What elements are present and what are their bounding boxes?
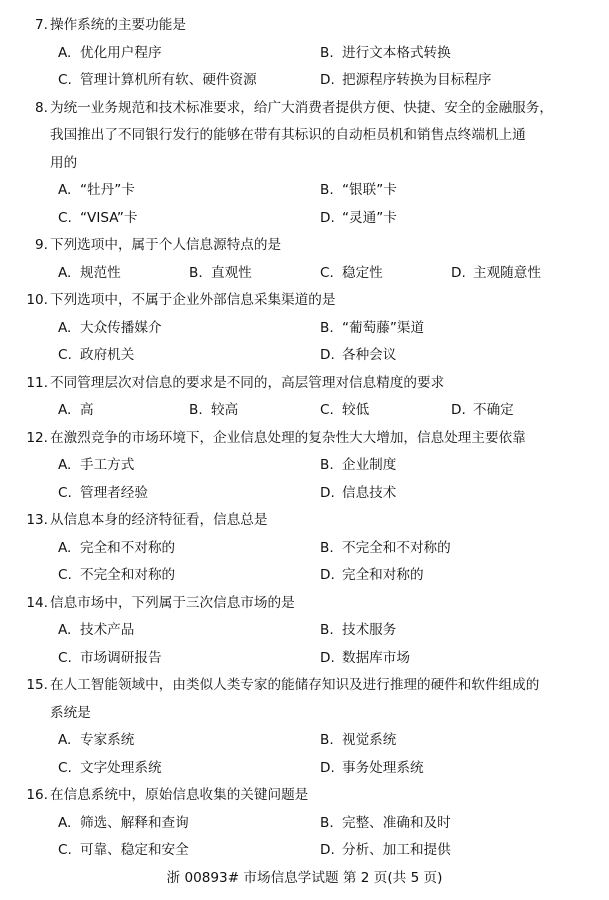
option-text: 直观性	[211, 264, 252, 281]
question-text-line: 在信息系统中，原始信息收集的关键问题是	[50, 787, 309, 803]
option-letter: A.	[58, 539, 72, 556]
option-a	[58, 535, 175, 563]
question-text-line: 系统是	[50, 704, 91, 721]
option-letter: A.	[58, 182, 72, 198]
option-text: 数据库市场	[342, 649, 410, 666]
question-text-line: 不同管理层次对信息的要求是不同的，高层管理对信息精度的要求	[50, 374, 445, 391]
question-text	[50, 370, 444, 398]
option-b	[320, 177, 397, 205]
options-row	[0, 40, 609, 68]
question-text-line: 操作系统的主要功能是	[50, 17, 186, 33]
option-c	[58, 645, 162, 673]
option-letter: C.	[320, 264, 334, 281]
page-footer: 浙 00893# 市场信息学试题 第 2 页(共 5 页)	[166, 870, 443, 886]
option-text: 进行文本格式转换	[342, 44, 451, 61]
option-d	[320, 67, 492, 95]
question-14	[0, 590, 609, 673]
options-row	[0, 177, 609, 205]
option-text: 管理计算机所有软、硬件资源	[80, 72, 257, 88]
question-text	[50, 12, 186, 40]
options-row	[0, 645, 609, 673]
option-text: 较低	[342, 402, 370, 418]
option-text: 不完全和对称的	[80, 567, 176, 583]
question-11	[0, 370, 609, 425]
option-text: “灵通”卡	[342, 209, 397, 226]
question-text-line: 下列选项中，属于个人信息源特点的是	[50, 237, 282, 253]
option-text: 完整、准确和及时	[342, 814, 451, 831]
option-letter: A.	[58, 814, 72, 831]
option-d	[320, 837, 451, 865]
question-number: 13.	[26, 512, 48, 528]
option-text: “牡丹”卡	[80, 182, 135, 198]
option-letter: D.	[320, 759, 335, 776]
option-text: 不完全和不对称的	[342, 539, 451, 556]
question-text-line: 从信息本身的经济特征看，信息总是	[50, 512, 268, 528]
option-text: 政府机关	[80, 347, 135, 363]
option-letter: D.	[451, 264, 466, 281]
question-13	[0, 507, 609, 590]
option-c	[58, 480, 148, 508]
option-letter: C.	[58, 347, 72, 363]
option-b	[189, 397, 238, 425]
option-b	[320, 617, 396, 645]
option-c	[58, 342, 134, 370]
option-letter: A.	[58, 319, 72, 336]
option-text: 主观随意性	[473, 264, 541, 281]
options-row	[0, 452, 609, 480]
options-row	[0, 260, 609, 288]
options-row	[0, 727, 609, 755]
question-number: 10.	[26, 292, 48, 308]
question-text-line: 在激烈竞争的市场环境下，企业信息处理的复杂性大大增加，信息处理主要依靠	[50, 429, 526, 446]
option-text: 规范性	[80, 264, 121, 281]
option-text: 事务处理系统	[342, 759, 424, 776]
option-d	[320, 645, 410, 673]
option-d	[320, 562, 424, 590]
option-text: 大众传播媒介	[80, 319, 162, 336]
option-text: “银联”卡	[342, 182, 397, 198]
options-row	[0, 755, 609, 783]
option-text: 信息技术	[342, 484, 397, 501]
question-text-line: 为统一业务规范和技术标准要求，给广大消费者提供方便、快捷、安全的金融服务，	[50, 99, 553, 116]
option-letter: B.	[189, 402, 203, 418]
option-text: 完全和不对称的	[80, 539, 176, 556]
option-text: 视觉系统	[342, 732, 397, 748]
question-stem	[0, 507, 609, 535]
question-stem	[0, 370, 609, 398]
option-letter: B.	[320, 182, 334, 198]
option-d	[451, 260, 541, 288]
question-number: 14.	[26, 594, 48, 611]
option-letter: D.	[320, 209, 335, 226]
question-text-line: 在人工智能领域中，由类似人类专家的能储存知识及进行推理的硬件和软件组成的	[50, 677, 540, 693]
option-text: 较高	[211, 402, 239, 418]
question-number: 9.	[35, 237, 48, 253]
option-letter: B.	[320, 44, 334, 61]
option-letter: C.	[58, 759, 72, 776]
option-a	[58, 397, 94, 425]
options-row	[0, 562, 609, 590]
question-number: 11.	[26, 374, 48, 391]
option-letter: A.	[58, 732, 72, 748]
option-d	[320, 342, 396, 370]
question-number: 8.	[35, 99, 48, 116]
option-text: 技术服务	[342, 622, 397, 638]
option-text: 完全和对称的	[342, 567, 424, 583]
option-a	[58, 177, 135, 205]
question-text	[50, 425, 526, 453]
option-d	[320, 205, 397, 233]
question-text-line: 信息市场中，下列属于三次信息市场的是	[50, 594, 295, 611]
option-text: 市场调研报告	[80, 649, 162, 666]
option-text: 文字处理系统	[80, 759, 162, 776]
question-8	[0, 95, 609, 233]
question-number: 15.	[26, 677, 48, 693]
option-b	[320, 810, 451, 838]
option-letter: D.	[320, 72, 335, 88]
option-b	[320, 315, 424, 343]
option-text: 不确定	[473, 402, 514, 418]
option-c	[320, 397, 369, 425]
option-a	[58, 40, 162, 68]
option-a	[58, 617, 134, 645]
question-text-line: 下列选项中，不属于企业外部信息采集渠道的是	[50, 292, 336, 308]
question-text-line: 我国推出了不同银行发行的能够在带有其标识的自动柜员机和销售点终端机上通	[50, 127, 526, 143]
option-letter: C.	[320, 402, 334, 418]
option-letter: A.	[58, 457, 72, 473]
question-number: 7.	[35, 17, 48, 33]
option-text: 分析、加工和提供	[342, 842, 451, 858]
options-row	[0, 810, 609, 838]
option-letter: C.	[58, 649, 72, 666]
option-letter: C.	[58, 567, 72, 583]
question-stem	[0, 782, 609, 810]
option-letter: A.	[58, 622, 72, 638]
option-b	[320, 535, 451, 563]
option-a	[58, 810, 189, 838]
question-stem	[0, 590, 609, 618]
option-a	[58, 315, 162, 343]
question-text-line: 用的	[50, 154, 78, 171]
question-number: 16.	[26, 787, 48, 803]
question-text	[50, 782, 308, 810]
option-text: 技术产品	[80, 622, 135, 638]
option-letter: A.	[58, 264, 72, 281]
question-text	[50, 95, 553, 178]
option-d	[320, 755, 424, 783]
question-9	[0, 232, 609, 287]
options-row	[0, 837, 609, 865]
option-text: “葡萄藤”渠道	[342, 319, 425, 336]
option-letter: D.	[320, 842, 335, 858]
option-letter: C.	[58, 209, 72, 226]
option-text: 各种会议	[342, 347, 397, 363]
option-text: “VISA”卡	[80, 209, 138, 226]
options-row	[0, 397, 609, 425]
option-text: 高	[80, 402, 94, 418]
option-letter: A.	[58, 402, 72, 418]
options-row	[0, 617, 609, 645]
question-text	[50, 672, 539, 727]
options-row	[0, 480, 609, 508]
question-stem	[0, 287, 609, 315]
option-text: 管理者经验	[80, 484, 148, 501]
option-letter: B.	[320, 457, 334, 473]
option-c	[58, 205, 138, 233]
option-a	[58, 260, 121, 288]
option-letter: B.	[189, 264, 203, 281]
question-stem	[0, 95, 609, 178]
option-letter: B.	[320, 319, 334, 336]
question-12	[0, 425, 609, 508]
option-letter: D.	[451, 402, 466, 418]
options-row	[0, 342, 609, 370]
option-c	[320, 260, 383, 288]
option-text: 手工方式	[80, 457, 135, 473]
question-text	[50, 590, 295, 618]
option-b	[320, 727, 396, 755]
question-text	[50, 287, 335, 315]
option-letter: D.	[320, 649, 335, 666]
option-b	[320, 40, 451, 68]
option-a	[58, 727, 134, 755]
option-b	[320, 452, 396, 480]
options-row	[0, 67, 609, 95]
question-16	[0, 782, 609, 865]
option-letter: C.	[58, 72, 72, 88]
question-number: 12.	[26, 429, 48, 446]
question-stem	[0, 232, 609, 260]
option-text: 可靠、稳定和安全	[80, 842, 189, 858]
option-d	[320, 480, 396, 508]
option-text: 企业制度	[342, 457, 397, 473]
question-15	[0, 672, 609, 782]
options-row	[0, 315, 609, 343]
option-text: 把源程序转换为目标程序	[342, 72, 492, 88]
option-text: 专家系统	[80, 732, 135, 748]
option-letter: B.	[320, 814, 334, 831]
option-letter: D.	[320, 484, 335, 501]
question-stem	[0, 672, 609, 727]
question-stem	[0, 425, 609, 453]
option-letter: A.	[58, 44, 72, 61]
options-row	[0, 535, 609, 563]
option-letter: C.	[58, 842, 72, 858]
option-c	[58, 562, 175, 590]
option-letter: B.	[320, 539, 334, 556]
option-c	[58, 837, 189, 865]
option-b	[189, 260, 252, 288]
option-c	[58, 67, 257, 95]
option-letter: D.	[320, 347, 335, 363]
option-letter: B.	[320, 622, 334, 638]
option-text: 稳定性	[342, 264, 383, 281]
option-letter: D.	[320, 567, 335, 583]
option-text: 优化用户程序	[80, 44, 162, 61]
option-text: 筛选、解释和查询	[80, 814, 189, 831]
question-10	[0, 287, 609, 370]
option-letter: B.	[320, 732, 334, 748]
option-letter: C.	[58, 484, 72, 501]
options-row	[0, 205, 609, 233]
question-7	[0, 12, 609, 95]
option-a	[58, 452, 134, 480]
question-text	[50, 232, 281, 260]
question-text	[50, 507, 268, 535]
option-c	[58, 755, 162, 783]
question-stem	[0, 12, 609, 40]
option-d	[451, 397, 514, 425]
